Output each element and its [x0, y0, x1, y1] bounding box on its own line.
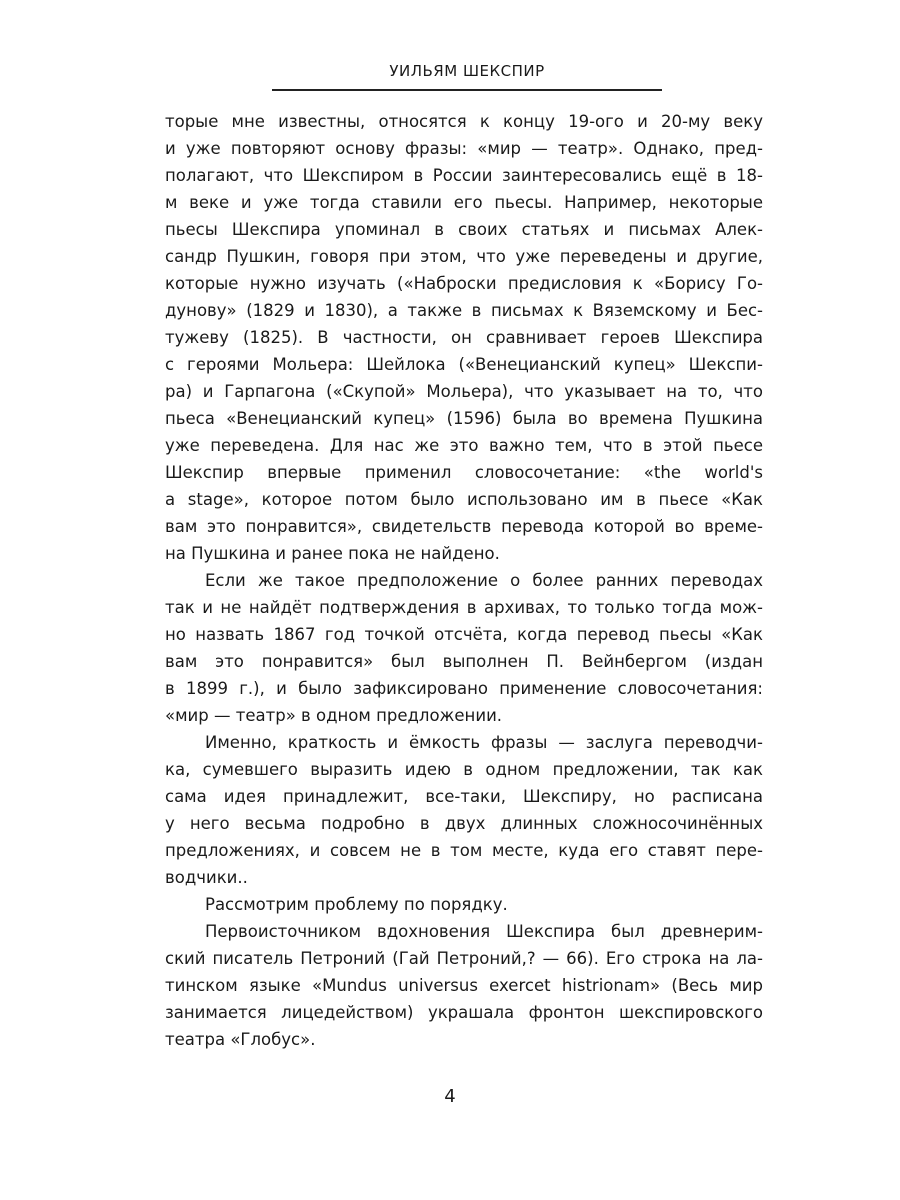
text-line: пьесы Шекспира упоминал в своих статьях и письмах Алек-: [165, 220, 763, 239]
text-line: с героями Мольера: Шейлока («Венецианский купец» Шекспи-: [165, 355, 763, 374]
text-line: предложениях, и совсем не в том месте, куда его ставят пере-: [165, 841, 763, 860]
text-line: водчики..: [165, 868, 248, 887]
paragraph: [165, 729, 763, 891]
text-line: уже переведена. Для нас же это важно тем, что в этой пьесе: [165, 436, 763, 455]
text-line: «мир — театр» в одном предложении.: [165, 706, 503, 725]
text-line: полагают, что Шекспиром в России заинтересовались ещё в 18-: [165, 166, 763, 185]
text-line: Первоисточником вдохновения Шекспира был древнерим-: [205, 922, 763, 941]
text-line: занимается лицедейством) украшала фронтон шекспировского: [165, 1003, 763, 1022]
text-line: торые мне известны, относятся к концу 19-ого и 20-му веку: [165, 112, 763, 131]
text-line: ра) и Гарпагона («Скупой» Мольера), что указывает на то, что: [165, 382, 763, 401]
text-line: тужеву (1825). В частности, он сравнивает героев Шекспира: [165, 328, 763, 347]
text-line: вам это понравится», свидетельств перевода которой во време-: [165, 517, 763, 536]
paragraph: [165, 891, 763, 918]
text-line: пьеса «Венецианский купец» (1596) была во времена Пушкина: [165, 409, 763, 428]
text-line: на Пушкина и ранее пока не найдено.: [165, 544, 500, 563]
text-line: ский писатель Петроний (Гай Петроний,? — 66). Его строка на ла-: [165, 949, 763, 968]
header-rule: [272, 89, 662, 91]
text-line: тинском языке «Mundus universus exercet histrionam» (Весь мир: [165, 976, 763, 995]
text-line: которые нужно изучать («Наброски предисловия к «Борису Го-: [165, 274, 763, 293]
text-line: дунову» (1829 и 1830), а также в письмах к Вяземскому и Бес-: [165, 301, 763, 320]
text-line: но назвать 1867 год точкой отсчёта, когда перевод пьесы «Как: [165, 625, 763, 644]
page-number: 4: [444, 1086, 456, 1107]
text-line: и уже повторяют основу фразы: «мир — театр». Однако, пред-: [165, 139, 763, 158]
text-line: Рассмотрим проблему по порядку.: [205, 895, 508, 914]
text-line: Именно, краткость и ёмкость фразы — заслуга переводчи-: [205, 733, 763, 752]
text-line: a stage», которое потом было использовано им в пьесе «Как: [165, 490, 763, 509]
paragraph: [165, 567, 763, 729]
text-line: у него весьма подробно в двух длинных сложносочинённых: [165, 814, 763, 833]
text-line: ка, сумевшего выразить идею в одном предложении, так как: [165, 760, 763, 779]
text-line: Если же такое предположение о более ранних переводах: [205, 571, 763, 590]
text-line: сандр Пушкин, говоря при этом, что уже переведены и другие,: [165, 247, 763, 266]
text-line: театра «Глобус».: [165, 1030, 316, 1049]
running-title: УИЛЬЯМ ШЕКСПИР: [389, 62, 545, 80]
text-line: м веке и уже тогда ставили его пьесы. Например, некоторые: [165, 193, 763, 212]
text-line: в 1899 г.), и было зафиксировано применение словосочетания:: [165, 679, 763, 698]
page-body: [165, 108, 763, 1053]
text-line: сама идея принадлежит, все-таки, Шекспиру, но расписана: [165, 787, 763, 806]
paragraph: [165, 108, 763, 567]
text-line: Шекспир впервые применил словосочетание: «the world's: [165, 463, 763, 482]
text-line: вам это понравится» был выполнен П. Вейнбергом (издан: [165, 652, 763, 671]
text-line: так и не найдёт подтверждения в архивах, то только тогда мож-: [165, 598, 763, 617]
paragraph: [165, 918, 763, 1053]
